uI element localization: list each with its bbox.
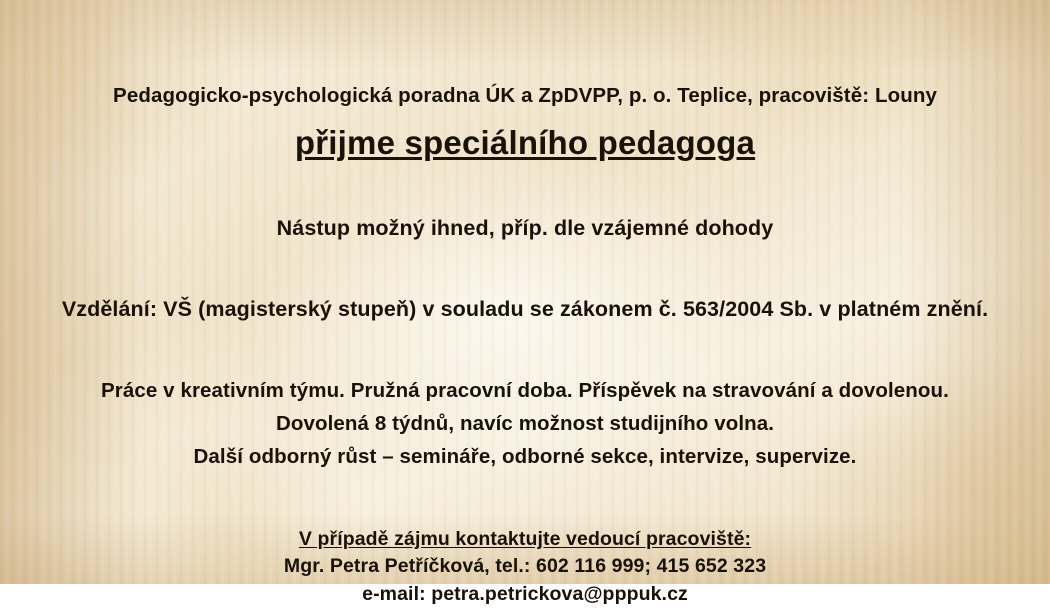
benefits-list [18, 374, 1032, 474]
education-requirement-text: Vzdělání: VŠ (magisterský stupeň) v souladu se zákonem č. 563/2004 Sb. v platném znění. [61, 297, 989, 321]
contact-block [18, 526, 1032, 609]
start-date-text: Nástup možný ihned, příp. dle vzájemné dohody [276, 216, 774, 240]
contact-email: e-mail: petra.petrickova@pppuk.cz [362, 582, 688, 605]
benefit-item: Dovolená 8 týdnů, navíc možnost studijního volna. [275, 412, 775, 436]
benefit-item: Další odborný růst – semináře, odborné sekce, intervize, supervize. [193, 445, 857, 469]
contact-person: Mgr. Petra Petříčková, tel.: 602 116 999; 415 652 323 [283, 555, 767, 578]
benefit-item: Práce v kreativním týmu. Pružná pracovní doba. Příspěvek na stravování a dovolenou. [101, 379, 949, 402]
organization-name: Pedagogicko-psychologická poradna ÚK a ZpDVPP, p. o. Teplice, pracoviště: Louny [113, 84, 937, 107]
contact-heading: V případě zájmu kontaktujte vedoucí pracoviště: [298, 527, 752, 550]
page-title: přijme speciálního pedagoga [294, 124, 756, 161]
